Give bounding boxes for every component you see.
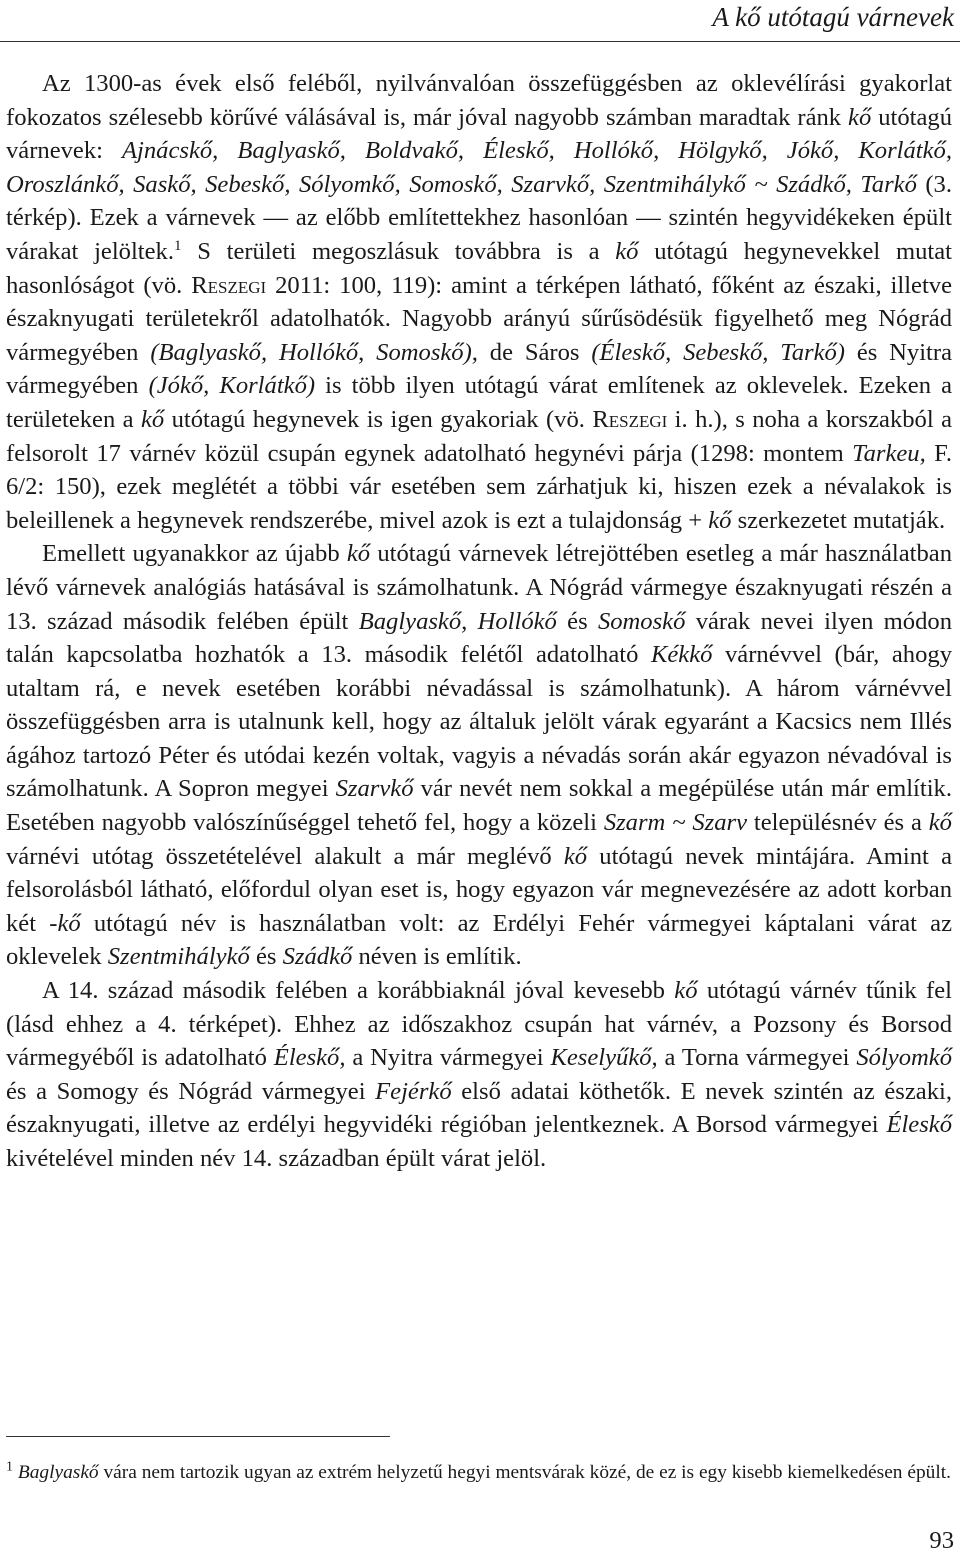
text-run: utótagú várnevek:: [6, 103, 952, 165]
text-run: és: [249, 943, 283, 971]
body-text: [6, 42, 952, 1176]
italic-run: kő: [848, 103, 872, 131]
paragraph-3: [6, 974, 952, 1176]
italic-run: Baglyaskő: [17, 1462, 99, 1483]
page-number: 93: [929, 1527, 954, 1554]
paragraph-2: [6, 537, 952, 974]
text-run: (3. térkép). Ezek a várnevek — az előbb említettekhez hasonlóan — szintén hegyvidékeken épült várakat jelöltek.: [6, 170, 952, 265]
text-run: kivételével minden név 14. században épült várat jelöl.: [6, 1145, 547, 1172]
italic-run: Sólyomkő: [856, 1044, 952, 1072]
text-run: de Sáros: [477, 338, 592, 366]
text-run: S területi megoszlásuk továbbra is a: [181, 237, 616, 265]
text-run: a Torna vármegyei: [657, 1044, 857, 1072]
text-run: utótagú várnevek létrejöttében esetleg a már használatban lévő várnevek analógiás hatásával is számolhatunk. A Nógrád vármegye északnyugati részén a 13. század második felében épült: [6, 540, 953, 635]
italic-run: -kő: [49, 909, 81, 937]
text-run: és Nyitra vármegyében: [6, 338, 952, 400]
footnote-number: 1: [6, 1459, 13, 1475]
text-run: és: [556, 607, 598, 635]
footnote-rule: [6, 1436, 390, 1437]
italic-run: Keselyűkő,: [550, 1044, 658, 1072]
italic-run: (Jókő, Korlátkő): [148, 372, 316, 400]
text-run: utótagú név is használatban volt: az Erdélyi Fehér vármegyei káptalani várat az oklevelek: [6, 909, 952, 971]
text-run: várnévvel (bár, ahogy utaltam rá, e nevek esetében korábbi névadással is számolhatunk). A három várnévvel összefüggésben arra is utalnunk kell, hogy az általuk jelölt várak egyaránt a Kacsics nem Illés ágához tartozó Péter és utódai kezén voltak, vagyis a névadás során akár egyazon névadóval is számolhatunk. A Sopron megyei: [6, 641, 952, 803]
paragraph-1: [6, 67, 952, 537]
text-run: településnév és a: [747, 809, 929, 837]
italic-run: Éleskő,: [273, 1044, 346, 1072]
author-citation: Reszegi: [191, 271, 267, 299]
footnote-text: [18, 1462, 951, 1483]
text-run: i. h.), s noha a korszakból a felsorolt 17 várnév közül csupán egynek adatolható hegynévi párja (1298: montem: [6, 405, 952, 467]
text-run: Az 1300-as évek első feléből, nyilvánvalóan összefüggésben az oklevélírási gyakorlat fokozatos szélesebb körűvé válásával is, már jóval nagyobb számban maradtak ránk: [6, 70, 952, 131]
italic-run: Fejérkő: [375, 1077, 452, 1105]
italic-run: kő: [615, 237, 639, 265]
text-run: utótagú hegynevek is igen gyakoriak (vö.: [164, 405, 593, 433]
italic-run: kő: [928, 809, 952, 837]
text-run: 2011: 100, 119): amint a térképen látható, főként az északi, illetve északnyugati területekről adatolhatók. Nagyobb arányú sűrűsödésük figyelhető meg Nógrád vármegyében: [6, 271, 952, 366]
italic-run: kő: [674, 977, 698, 1005]
text-run: vár nevét nem sokkal a megépülése után már említik. Esetében nagyobb valószínűséggel tehető fel, hogy a közeli: [6, 775, 952, 837]
text-run: várak nevei ilyen módon talán kapcsolatba hozhatók a 13. második felétől adatolható: [6, 607, 952, 669]
text-run: A 14. század második felében a korábbiaknál jóval kevesebb: [42, 977, 675, 1005]
italic-run: Éleskő: [886, 1111, 952, 1139]
italic-run: kő: [563, 842, 588, 870]
italic-run: (Baglyaskő, Hollókő, Somoskő),: [150, 338, 478, 366]
text-run: is több ilyen utótagú várat említenek az oklevelek. Ezeken a területeken a: [6, 372, 952, 433]
text-run: a Nyitra vármegyei: [345, 1044, 551, 1072]
italic-run: Szentmihálykő: [107, 943, 250, 971]
italic-run: Baglyaskő, Hollókő: [358, 607, 557, 635]
italic-run: Somoskő: [597, 607, 686, 635]
text-run: F. 6/2: 150), ezek meglétét a többi vár esetében sem zárhatjuk ki, hiszen ezek a névalakok is beleillenek a hegynevek rendszerébe, mivel azok is ezt a tulajdonság +: [6, 439, 952, 534]
italic-run: (Éleskő, Sebeskő, Tarkő): [591, 338, 845, 366]
italic-run: Ajnácskő, Baglyaskő, Boldvakő, Éleskő, Hollókő, Hölgykő, Jókő, Korlátkő, Oroszlánkő, Saskő, Sebeskő, Sólyomkő, Somoskő, Szarvkő, Szentmihálykő ~ Szádkő, Tarkő: [6, 137, 952, 198]
text-run: Emellett ugyanakkor az újabb: [42, 540, 347, 568]
italic-run: Szádkő: [282, 943, 353, 971]
italic-run: kő: [140, 405, 165, 433]
text-run: szerkezetet mutatják.: [731, 506, 946, 534]
text-run: első adatai köthetők. E nevek szintén az északi, északnyugati, illetve az erdélyi hegyvidéki régióban jelentkeznek. A Borsod vármegyei: [6, 1077, 952, 1139]
text-run: vára nem tartozik ugyan az extrém helyzetű hegyi mentsvárak közé, de ez is egy kisebb kiemelkedésen épült.: [98, 1462, 951, 1483]
italic-run: Tarkeu,: [852, 439, 926, 467]
text-run: utótagú nevek mintájára. Amint a felsorolásból látható, előfordul olyan eset is, hogy egyazon vár megnevezésére az adott korban két: [6, 842, 952, 937]
author-citation: Reszegi: [592, 405, 668, 433]
footnote-reference: 1: [174, 237, 182, 254]
text-run: és a Somogy és Nógrád vármegyei: [6, 1077, 376, 1105]
italic-run: kő: [708, 506, 732, 534]
italic-run: Szarm ~ Szarv: [603, 809, 747, 837]
italic-run: Szarvkő: [335, 775, 414, 803]
text-run: várnévi utótag összetételével alakult a már meglévő: [6, 842, 564, 870]
text-run: utótagú hegynevekkel mutat hasonlóságot (vö.: [6, 237, 952, 299]
italic-run: Kékkő: [650, 641, 713, 669]
footnote-1: [6, 1459, 952, 1487]
italic-run: kő: [346, 540, 371, 568]
text-run: néven is említik.: [352, 943, 522, 971]
text-run: utótagú várnév tűnik fel (lásd ehhez a 4. térképet). Ehhez az időszakhoz csupán hat várnév, a Pozsony és Borsod vármegyéből is adatolható: [6, 977, 952, 1072]
running-header: A kő utótagú várnevek: [712, 2, 954, 32]
